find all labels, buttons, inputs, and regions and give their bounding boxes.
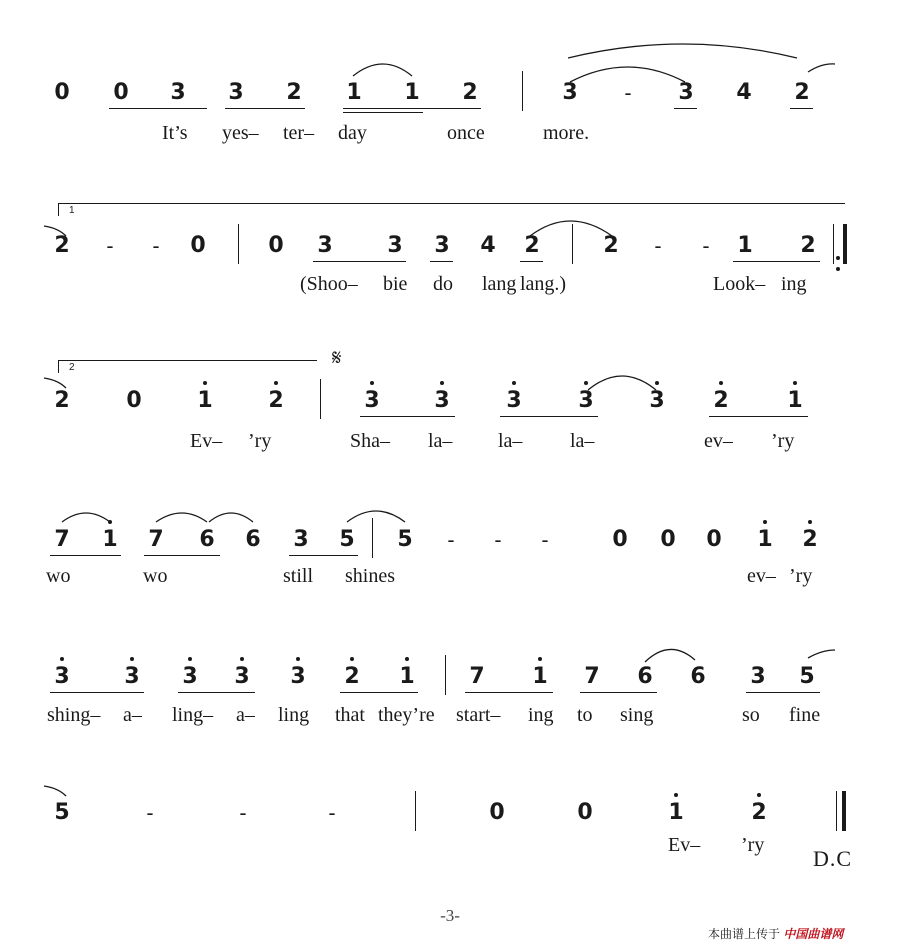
lyric-syllable: yes– bbox=[222, 122, 259, 144]
note: 3 bbox=[364, 388, 380, 413]
note: - bbox=[447, 528, 455, 552]
high-octave-dot bbox=[440, 381, 444, 385]
eighth-underline bbox=[360, 416, 455, 417]
note: 0 bbox=[489, 800, 505, 825]
page-number: -3- bbox=[440, 906, 460, 925]
note: 3 bbox=[228, 80, 244, 105]
note: 3 bbox=[290, 664, 306, 689]
lyric-syllable: It’s bbox=[162, 122, 188, 144]
note: 3 bbox=[578, 388, 594, 413]
note: - bbox=[146, 801, 154, 825]
note: 1 bbox=[737, 233, 753, 258]
eighth-underline bbox=[402, 108, 481, 109]
lyric-syllable: ’ry bbox=[771, 430, 795, 452]
final-barline bbox=[843, 224, 847, 264]
note: 2 bbox=[462, 80, 478, 105]
note: 3 bbox=[562, 80, 578, 105]
note: 6 bbox=[690, 664, 706, 689]
eighth-underline bbox=[430, 261, 453, 262]
lyric-syllable: la– bbox=[428, 430, 453, 452]
note: 2 bbox=[800, 233, 816, 258]
note: - bbox=[654, 234, 662, 258]
footer-text: 本曲谱上传于 bbox=[708, 927, 781, 941]
lyric-syllable: day bbox=[338, 122, 367, 144]
note: 2 bbox=[713, 388, 729, 413]
high-octave-dot bbox=[296, 657, 300, 661]
note: 2 bbox=[268, 388, 284, 413]
note: 1 bbox=[197, 388, 213, 413]
note: 1 bbox=[399, 664, 415, 689]
note: - bbox=[239, 801, 247, 825]
lyric-syllable: a– bbox=[236, 704, 255, 726]
note: 0 bbox=[612, 527, 628, 552]
note: 2 bbox=[794, 80, 810, 105]
note: 6 bbox=[637, 664, 653, 689]
volta-1-bracket bbox=[58, 203, 845, 216]
eighth-underline bbox=[500, 416, 598, 417]
note: - bbox=[541, 528, 549, 552]
lyric-syllable: still bbox=[283, 565, 314, 587]
note: 5 bbox=[799, 664, 815, 689]
note: 2 bbox=[54, 388, 70, 413]
note: 2 bbox=[286, 80, 302, 105]
lyric-syllable: ing bbox=[528, 704, 554, 726]
note: 5 bbox=[54, 800, 70, 825]
lyric-syllable: (Shoo– bbox=[300, 273, 358, 295]
barline bbox=[320, 379, 321, 419]
note: 6 bbox=[199, 527, 215, 552]
lyric-syllable: ’ry bbox=[248, 430, 272, 452]
note: 2 bbox=[524, 233, 540, 258]
lyric-syllable: ling– bbox=[172, 704, 214, 726]
note: 3 bbox=[649, 388, 665, 413]
lyric-syllable: so bbox=[742, 704, 760, 726]
lyric-syllable: Sha– bbox=[350, 430, 390, 452]
note: 1 bbox=[102, 527, 118, 552]
eighth-underline bbox=[178, 692, 255, 693]
eighth-underline bbox=[225, 108, 305, 109]
high-octave-dot bbox=[674, 793, 678, 797]
note: 4 bbox=[480, 233, 496, 258]
high-octave-dot bbox=[655, 381, 659, 385]
high-octave-dot bbox=[584, 381, 588, 385]
high-octave-dot bbox=[370, 381, 374, 385]
lyric-syllable: sing bbox=[620, 704, 654, 726]
lyric-syllable: wo bbox=[143, 565, 168, 587]
high-octave-dot bbox=[719, 381, 723, 385]
note: 0 bbox=[113, 80, 129, 105]
note: 1 bbox=[787, 388, 803, 413]
note: - bbox=[702, 234, 710, 258]
note: 0 bbox=[190, 233, 206, 258]
high-octave-dot bbox=[274, 381, 278, 385]
note: 0 bbox=[577, 800, 593, 825]
segno-sign: 𝄋 bbox=[332, 346, 342, 371]
sixteenth-underline bbox=[343, 112, 423, 113]
high-octave-dot bbox=[763, 520, 767, 524]
lyric-syllable: Ev– bbox=[668, 834, 701, 856]
note: - bbox=[624, 81, 632, 105]
high-octave-dot bbox=[405, 657, 409, 661]
note: 2 bbox=[603, 233, 619, 258]
note: 1 bbox=[404, 80, 420, 105]
lyric-syllable: bie bbox=[383, 273, 408, 295]
note: 3 bbox=[317, 233, 333, 258]
eighth-underline bbox=[674, 108, 697, 109]
lyric-syllable: Look– bbox=[713, 273, 766, 295]
eighth-underline bbox=[746, 692, 820, 693]
note: 0 bbox=[54, 80, 70, 105]
eighth-underline bbox=[709, 416, 808, 417]
note: 2 bbox=[802, 527, 818, 552]
eighth-underline bbox=[790, 108, 813, 109]
eighth-underline bbox=[580, 692, 657, 693]
lyric-syllable: start– bbox=[456, 704, 501, 726]
barline bbox=[572, 224, 573, 264]
high-octave-dot bbox=[512, 381, 516, 385]
note: - bbox=[328, 801, 336, 825]
note: 7 bbox=[584, 664, 600, 689]
lyric-syllable: la– bbox=[498, 430, 523, 452]
repeat-dot bbox=[836, 267, 840, 271]
high-octave-dot bbox=[60, 657, 64, 661]
lyric-syllable: ev– bbox=[747, 565, 776, 587]
note: 5 bbox=[397, 527, 413, 552]
barline bbox=[833, 224, 834, 264]
note: 1 bbox=[346, 80, 362, 105]
note: 1 bbox=[668, 800, 684, 825]
eighth-underline bbox=[465, 692, 553, 693]
note: 3 bbox=[434, 233, 450, 258]
note: 6 bbox=[245, 527, 261, 552]
note: - bbox=[494, 528, 502, 552]
barline bbox=[445, 655, 446, 695]
lyric-syllable: wo bbox=[46, 565, 71, 587]
high-octave-dot bbox=[350, 657, 354, 661]
eighth-underline bbox=[109, 108, 207, 109]
note: - bbox=[106, 234, 114, 258]
note: 4 bbox=[736, 80, 752, 105]
lyric-syllable: do bbox=[433, 273, 453, 295]
eighth-underline bbox=[733, 261, 820, 262]
lyric-syllable: la– bbox=[570, 430, 595, 452]
barline bbox=[238, 224, 239, 264]
high-octave-dot bbox=[808, 520, 812, 524]
footer-credit bbox=[708, 925, 843, 942]
lyric-syllable: more. bbox=[543, 122, 590, 144]
volta-2-label: 2 bbox=[69, 362, 75, 373]
lyric-syllable: shines bbox=[345, 565, 395, 587]
note: 2 bbox=[54, 233, 70, 258]
note: 3 bbox=[182, 664, 198, 689]
note: 7 bbox=[148, 527, 164, 552]
note: 3 bbox=[506, 388, 522, 413]
da-capo-marking: D.C bbox=[813, 846, 853, 871]
volta-2-bracket bbox=[58, 360, 317, 373]
note: 0 bbox=[126, 388, 142, 413]
lyric-syllable: ’ry bbox=[789, 565, 813, 587]
note: 2 bbox=[344, 664, 360, 689]
note: 3 bbox=[678, 80, 694, 105]
note: - bbox=[152, 234, 160, 258]
note: 3 bbox=[434, 388, 450, 413]
high-octave-dot bbox=[108, 520, 112, 524]
site-logo: 中国曲谱网 bbox=[783, 927, 844, 941]
note: 7 bbox=[469, 664, 485, 689]
high-octave-dot bbox=[757, 793, 761, 797]
lyric-syllable: ter– bbox=[283, 122, 315, 144]
barline bbox=[836, 791, 837, 831]
lyric-syllable: lang bbox=[482, 273, 517, 295]
final-barline bbox=[842, 791, 846, 831]
note: 1 bbox=[757, 527, 773, 552]
note: 3 bbox=[170, 80, 186, 105]
lyric-syllable: once bbox=[447, 122, 485, 144]
note: 3 bbox=[234, 664, 250, 689]
note: 0 bbox=[660, 527, 676, 552]
lyric-syllable: to bbox=[577, 704, 593, 726]
eighth-underline bbox=[144, 555, 220, 556]
note: 0 bbox=[268, 233, 284, 258]
note: 3 bbox=[124, 664, 140, 689]
note: 3 bbox=[387, 233, 403, 258]
note: 0 bbox=[706, 527, 722, 552]
high-octave-dot bbox=[793, 381, 797, 385]
eighth-underline bbox=[340, 692, 418, 693]
note: 5 bbox=[339, 527, 355, 552]
eighth-underline bbox=[520, 261, 543, 262]
high-octave-dot bbox=[538, 657, 542, 661]
note: 3 bbox=[54, 664, 70, 689]
volta-1-label: 1 bbox=[69, 205, 75, 216]
note: 1 bbox=[532, 664, 548, 689]
eighth-underline bbox=[289, 555, 358, 556]
lyric-syllable: shing– bbox=[47, 704, 101, 726]
high-octave-dot bbox=[240, 657, 244, 661]
lyric-syllable: ing bbox=[781, 273, 807, 295]
eighth-underline bbox=[313, 261, 406, 262]
eighth-underline bbox=[50, 555, 121, 556]
eighth-underline bbox=[50, 692, 144, 693]
lyric-syllable: ling bbox=[278, 704, 310, 726]
high-octave-dot bbox=[188, 657, 192, 661]
lyric-syllable: fine bbox=[789, 704, 821, 726]
lyric-syllable: they’re bbox=[378, 704, 435, 726]
lyric-syllable: lang.) bbox=[520, 273, 567, 295]
barline bbox=[372, 518, 373, 558]
note: 3 bbox=[293, 527, 309, 552]
barline bbox=[522, 71, 523, 111]
lyric-syllable: ’ry bbox=[741, 834, 765, 856]
lyric-syllable: a– bbox=[123, 704, 142, 726]
note: 3 bbox=[750, 664, 766, 689]
high-octave-dot bbox=[203, 381, 207, 385]
lyric-syllable: ev– bbox=[704, 430, 733, 452]
note: 2 bbox=[751, 800, 767, 825]
high-octave-dot bbox=[130, 657, 134, 661]
barline bbox=[415, 791, 416, 831]
repeat-dot bbox=[836, 256, 840, 260]
lyric-syllable: that bbox=[335, 704, 365, 726]
note: 7 bbox=[54, 527, 70, 552]
lyric-syllable: Ev– bbox=[190, 430, 223, 452]
